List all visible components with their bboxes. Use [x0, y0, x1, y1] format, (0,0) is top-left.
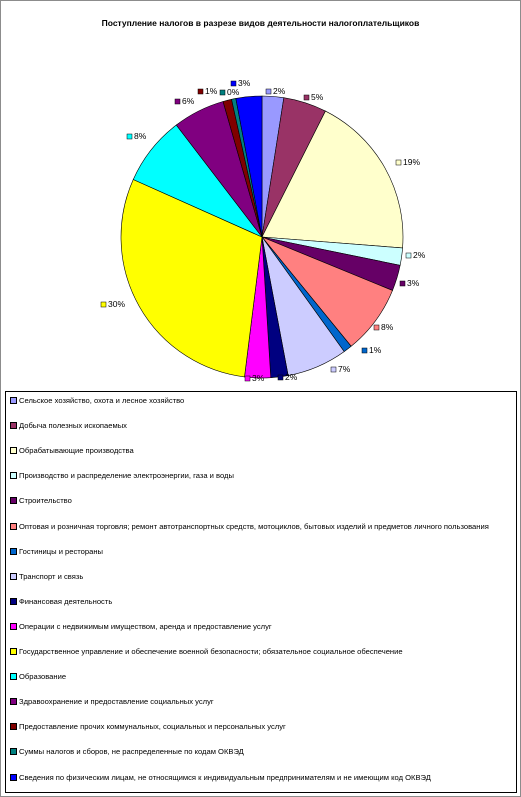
- legend-label: Сельское хозяйство, охота и лесное хозяйство: [19, 396, 185, 405]
- legend-label: Гостиницы и рестораны: [19, 546, 104, 556]
- data-label-text: 6%: [182, 96, 195, 106]
- data-label-text: 1%: [369, 345, 382, 355]
- data-label-swatch: [304, 95, 309, 100]
- data-label-swatch: [400, 281, 405, 286]
- legend-swatch: [10, 497, 17, 504]
- data-label: [374, 322, 394, 332]
- data-label-swatch: [331, 367, 336, 372]
- legend-label: Сведения по физическим лицам, не относящимся к индивидуальным предпринимателям и не имеющим код ОКВЭД: [19, 772, 431, 782]
- legend-swatch: [10, 422, 17, 429]
- data-label: [396, 157, 420, 167]
- data-label: [175, 96, 195, 106]
- legend-swatch: [10, 573, 17, 580]
- data-label-text: 3%: [238, 78, 251, 88]
- data-label-text: 1%: [205, 86, 218, 96]
- legend-label: Транспорт и связь: [19, 571, 84, 581]
- data-label-swatch: [266, 89, 271, 94]
- legend-swatch: [10, 673, 17, 680]
- data-label: [266, 86, 286, 96]
- data-label-swatch: [198, 89, 203, 94]
- data-label-swatch: [175, 99, 180, 104]
- data-label-swatch: [406, 253, 411, 258]
- data-label: [101, 299, 125, 309]
- data-label-swatch: [245, 376, 250, 381]
- legend-label: Здравоохранение и предоставление социальных услуг: [19, 697, 214, 707]
- data-label-text: 2%: [285, 372, 298, 382]
- data-label-text: 8%: [381, 322, 394, 332]
- legend-swatch: [10, 523, 17, 530]
- data-label-text: 3%: [407, 278, 420, 288]
- data-label-swatch: [362, 348, 367, 353]
- chart-title: Поступление налогов в разрезе видов деятельности налогоплательщиков: [101, 18, 420, 28]
- data-label-swatch: [278, 375, 283, 380]
- data-label: [127, 131, 147, 141]
- legend-label: Строительство: [19, 496, 72, 506]
- data-label: [400, 278, 420, 288]
- data-label-text: 7%: [338, 364, 351, 374]
- data-label: [304, 92, 324, 102]
- legend-label: Обрабатывающие производства: [19, 446, 134, 456]
- legend-label: Предоставление прочих коммунальных, социальных и персональных услуг: [19, 722, 286, 732]
- data-label-swatch: [374, 325, 379, 330]
- legend-swatch: [10, 623, 17, 630]
- pie-chart: [0, 0, 521, 390]
- legend-label: Производство и распределение электроэнергии, газа и воды: [19, 471, 234, 481]
- data-label-text: 2%: [273, 86, 286, 96]
- data-label-text: 2%: [413, 250, 426, 260]
- legend-swatch: [10, 598, 17, 605]
- legend-label: Суммы налогов и сборов, не распределенные по кодам ОКВЭД: [19, 747, 244, 757]
- legend-swatch: [10, 397, 17, 404]
- data-label-swatch: [396, 160, 401, 165]
- data-label: [331, 364, 351, 374]
- data-label-text: 0%: [227, 87, 240, 97]
- data-label-swatch: [220, 90, 225, 95]
- legend-label: Оптовая и розничная торговля; ремонт автотранспортных средств, мотоциклов, бытовых изделий и предметов личного пользования: [19, 521, 489, 531]
- data-label: [198, 86, 218, 96]
- data-label-text: 8%: [134, 131, 147, 141]
- legend-swatch: [10, 648, 17, 655]
- legend-swatch: [10, 472, 17, 479]
- legend-label: Добыча полезных ископаемых: [19, 421, 127, 431]
- legend-label: Операции с недвижимым имуществом, аренда и предоставление услуг: [19, 621, 272, 631]
- data-label-swatch: [101, 302, 106, 307]
- legend-label: Государственное управление и обеспечение военной безопасности; обязательное социальное обеспечение: [19, 647, 403, 656]
- data-label-swatch: [127, 134, 132, 139]
- data-label-text: 3%: [252, 373, 265, 383]
- legend-swatch: [10, 774, 17, 781]
- data-label: [220, 87, 240, 97]
- data-label-swatch: [231, 81, 236, 86]
- legend-swatch: [10, 548, 17, 555]
- data-label-text: 30%: [108, 299, 126, 309]
- legend-swatch: [10, 748, 17, 755]
- legend-swatch: [10, 447, 17, 454]
- data-label: [406, 250, 426, 260]
- legend-swatch: [10, 698, 17, 705]
- legend-label: Финансовая деятельность: [19, 596, 113, 606]
- data-label-text: 5%: [311, 92, 324, 102]
- legend-label: Образование: [19, 672, 67, 682]
- legend-swatch: [10, 723, 17, 730]
- legend: [5, 391, 517, 793]
- data-label: [362, 345, 382, 355]
- data-label-text: 19%: [403, 157, 421, 167]
